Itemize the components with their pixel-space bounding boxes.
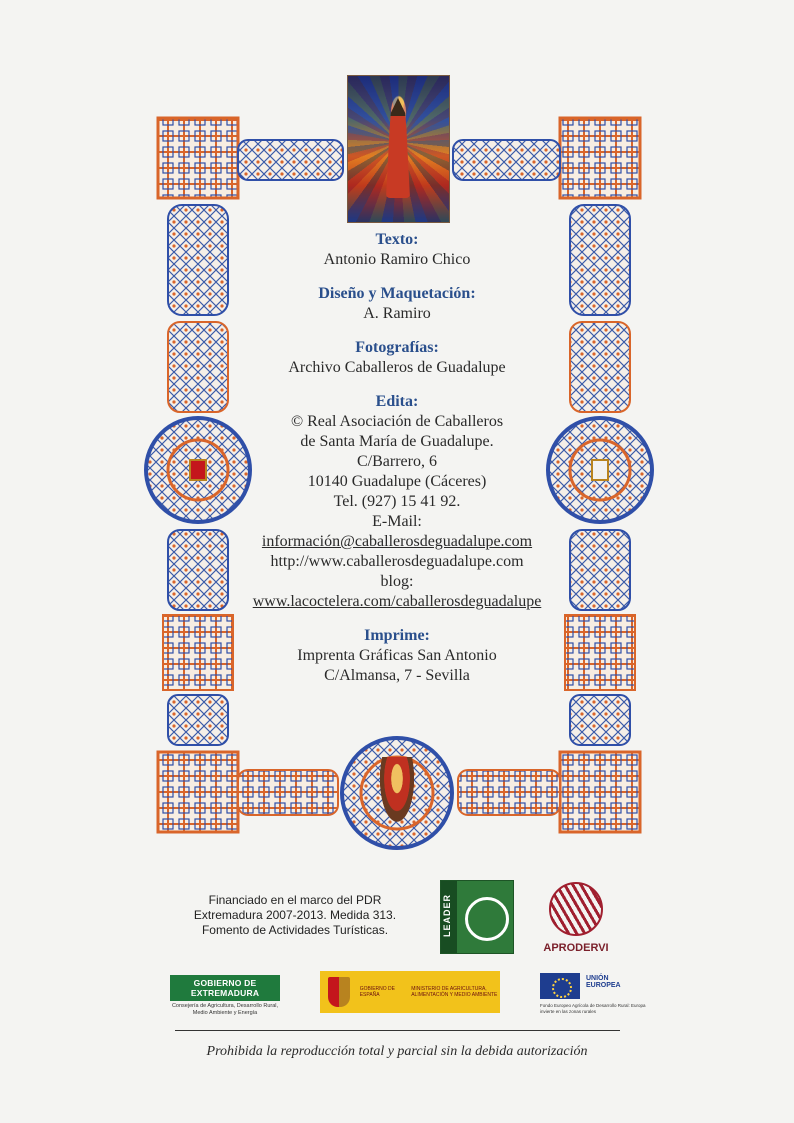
gobierno-espana-logo [320, 971, 500, 1013]
aprodervi-mark-icon [549, 882, 603, 936]
edita-line: de Santa María de Guadalupe. [300, 433, 494, 450]
left-border [146, 118, 250, 832]
blog-link[interactable]: www.lacoctelera.com/caballerosdeguadalupe [252, 593, 542, 610]
edita-line: E-Mail: [372, 513, 422, 530]
virgin-medallion-image [377, 757, 417, 829]
edita-line: C/Barrero, 6 [357, 453, 437, 470]
diseno-value: A. Ramiro [363, 305, 431, 322]
funding-note [175, 893, 415, 938]
imprime-line: Imprenta Gráficas San Antonio [297, 647, 497, 664]
leader-logo [440, 880, 514, 954]
diseno-heading: Diseño y Maquetación: [318, 285, 476, 302]
credits-block [240, 230, 554, 686]
aprodervi-logo-text: APRODERVI [543, 942, 609, 954]
union-europea-logo [540, 973, 646, 1015]
gobierno-extremadura-subtext: Consejería de Agricultura, Desarrollo Rural, Medio Ambiente y Energía [171, 1003, 279, 1016]
website-link[interactable]: http://www.caballerosdeguadalupe.com [270, 553, 524, 570]
funding-line: Extremadura 2007-2013. Medida 313. [193, 908, 397, 922]
blog-label: blog: [380, 573, 414, 590]
edita-line: Tel. (927) 15 41 92. [333, 493, 461, 510]
texto-value: Antonio Ramiro Chico [323, 251, 471, 268]
edita-heading: Edita: [375, 393, 419, 410]
gobierno-espana-text: GOBIERNO DE ESPAÑA [359, 986, 395, 998]
right-border [548, 118, 652, 832]
union-europea-text: UNIÓN EUROPEA [586, 975, 621, 989]
imprime-line: C/Almansa, 7 - Sevilla [324, 667, 470, 684]
edita-line: © Real Asociación de Caballeros [290, 413, 504, 430]
funding-line: Financiado en el marco del PDR [208, 893, 382, 907]
gobierno-extremadura-logo [170, 975, 280, 1015]
fotografias-heading: Fotografías: [355, 339, 439, 356]
email-link[interactable]: información@caballerosdeguadalupe.com [261, 533, 533, 550]
texto-heading: Texto: [375, 231, 419, 248]
aprodervi-logo [540, 882, 612, 954]
ministerio-text: MINISTERIO DE AGRICULTURA, ALIMENTACIÓN Y MEDIO AMBIENTE [411, 986, 498, 998]
virgin-of-guadalupe-image [347, 75, 450, 223]
copyright-disclaimer: Prohibida la reproducción total y parcial sin la debida autorización [206, 1044, 588, 1059]
fotografias-value: Archivo Caballeros de Guadalupe [288, 359, 506, 376]
leader-logo-text: LEADER [442, 893, 452, 937]
feader-text: Fondo Europeo Agrícola de Desarrollo Rural: Europa invierte en las zonas rurales [540, 1003, 646, 1014]
spain-coat-of-arms-icon [328, 977, 350, 1007]
divider [175, 1030, 620, 1031]
funding-line: Fomento de Actividades Turísticas. [201, 923, 389, 937]
eu-flag-icon [540, 973, 580, 999]
imprime-heading: Imprime: [364, 627, 430, 644]
gobierno-extremadura-text: GOBIERNO DE EXTREMADURA [170, 975, 280, 1001]
edita-line: 10140 Guadalupe (Cáceres) [307, 473, 487, 490]
